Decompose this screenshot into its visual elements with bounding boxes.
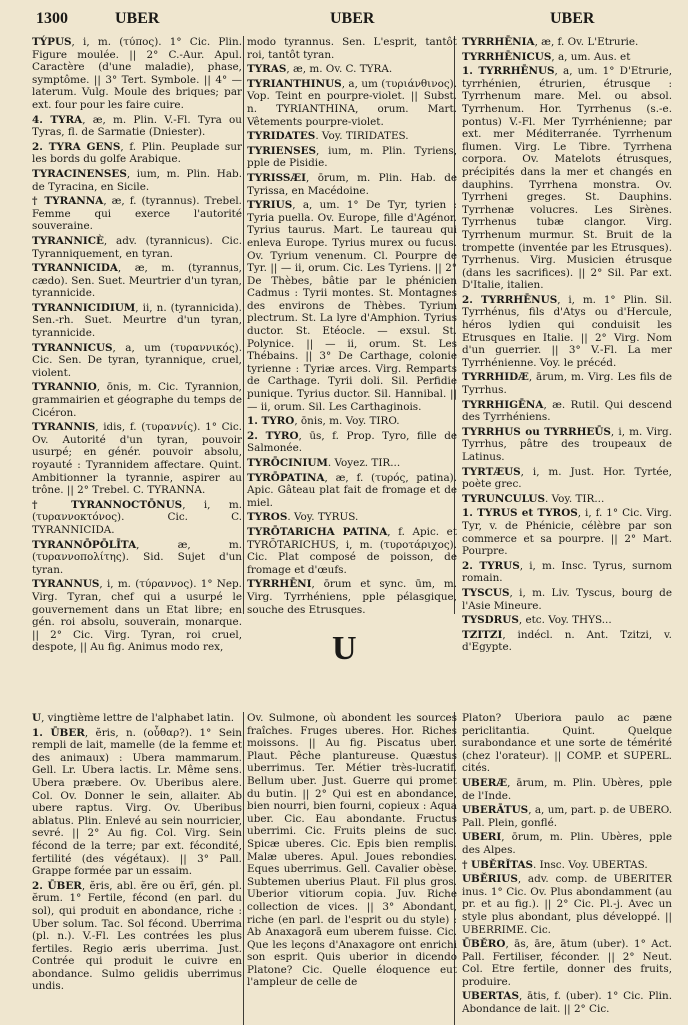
dictionary-entry <box>462 777 672 802</box>
dictionary-entry <box>32 141 242 166</box>
dictionary-entry <box>247 511 457 524</box>
entry-definition: , etc. Voy. THYS... <box>518 614 612 627</box>
entry-headword: TYRIENSES <box>247 144 316 157</box>
entry-headword: TYRUNCULUS <box>462 492 545 505</box>
dictionary-entry <box>32 381 242 419</box>
entry-definition: , a, um. 1° D'Etrurie, tyrrhénien, étrurien, étrusque : Tyrrhenum mare. Mel. ou absol. Tyrrhenum. Hor. Tyrrhenus (s.-e. pontus) V.-Fl. Mer Tyrrhénienne; par ext. mer Méditerranée. Tyrrhenum flumen. Virg. Le Tibre. Tyrrhena corpora. Ov. Matelots étrusques, précipités dans la mer et changés en dauphins. Tyrrhena monstra. Ov. Tyrrheni greges. St. Dauphins. Tyrrhenæ volucres. Les Sirènes. Tyrrhenus tubæ clangor. Virg. Tyrrhenum murmur. St. Bruit de la trompette (inventée par les Etrusques). Tyrrhenus. Virg. Musicien étrusque (dans les sacrifices). || 2° Sil. Par ext. D'Italie, italien. <box>462 65 672 292</box>
entry-definition: , ūs, f. Prop. Tyro, fille de Salmonée. <box>247 429 457 455</box>
running-headword-left: UBER <box>115 10 160 27</box>
entry-headword: U <box>32 712 42 724</box>
entry-definition: , æ. Rutil. Qui descend des Tyrrhéniens. <box>462 398 672 424</box>
bottom-section <box>32 712 672 1025</box>
dictionary-entry <box>32 235 242 260</box>
dictionary-entry <box>462 493 672 506</box>
entry-definition: , f. Plin. Peuplade sur les bords du golfe Arabique. <box>32 140 242 166</box>
entry-headword: 1. ŪBER <box>32 726 85 739</box>
entry-headword: † TYRANNA <box>32 195 104 208</box>
entry-headword: 1. TYRUS et TYROS <box>462 507 578 520</box>
entry-headword: TYRAS <box>247 63 287 76</box>
entry-definition: , æ, f. (τυρός, patina). Apic. Gâteau plat fait de fromage et de miel. <box>247 471 457 509</box>
dictionary-entry <box>32 114 242 139</box>
entry-definition: , idis, f. (τυραννίς). 1° Cic. Ov. Autorité d'un tyran, pouvoir usurpé; en génér. pouvoir absolu, royauté : Tyrannidem affectare. Quint. Ambitionner la tyrannie, aspirer au trône. || 2° Trebel. C. TYRANNA. <box>32 421 242 497</box>
entry-headword: TYRANNICIDA <box>32 262 118 275</box>
entry-definition: , adv. comp. de UBERITER inus. 1° Cic. Ov. Plus abondamment (au pr. et au fig.). || 2° Cic. Pl.-j. Avec un style plus abondant, plus développé. || UBERRIME. Cic. <box>462 873 672 936</box>
dictionary-entry <box>247 130 457 143</box>
entry-definition: , a, um. Aus. et <box>551 50 631 63</box>
entry-definition: , æ, m. (τυραννοπολίτης). Sid. Sujet d'un tyran. <box>32 538 242 576</box>
entry-headword: TYRRHIDÆ <box>462 371 529 384</box>
entry-definition: , i, m. (τυραννοκτόνος). Cic. C. TYRANNICIDA. <box>32 498 242 536</box>
entry-headword: UBERTAS <box>462 990 519 1003</box>
entry-definition: , ōnis, m. Cic. Tyrannion, grammairien et géographe du temps de Cicéron. <box>32 381 242 419</box>
entry-definition: Platon? Uberiora paulo ac pæne periclitantia. Quint. Quelque surabondance et une sorte de témérité (chez l'orateur). || COMP. et SUPERL. cités. <box>462 712 672 775</box>
dictionary-entry <box>247 172 457 197</box>
entry-headword: 4. TYRA <box>32 113 83 126</box>
entry-headword: TYRŌPATINA <box>247 471 325 484</box>
dictionary-entry <box>462 466 672 491</box>
entry-headword: UBERI <box>462 831 502 844</box>
entry-definition: , vingtième lettre de l'alphabet latin. <box>41 712 235 724</box>
entry-headword: 1. TYRO <box>247 415 295 428</box>
entry-headword: UBERÆ <box>462 776 508 789</box>
dictionary-entry <box>462 587 672 612</box>
entry-headword: TYRRHIGĒNA <box>462 398 544 411</box>
entry-definition: . Voy. TIR... <box>544 492 605 505</box>
dictionary-entry <box>462 990 672 1015</box>
page-number: 1300 <box>36 10 68 27</box>
entry-headword: 1. TYRRHĒNUS <box>462 65 555 78</box>
dictionary-entry <box>247 78 457 128</box>
entry-definition: Ov. Sulmone, où abondent les sources fraîches. Fruges uberes. Hor. Riches moissons. || Au fig. Piscatus uber. Plaut. Pêche plantureuse. Quæstus uberrimus. Ter. Métier très-lucratif. Bellum uber. Just. Guerre qui promet du butin. || 2° Qui est en abondance, bien nourri, bien fourni, copieux : Aqua uber. Cic. Eau abondante. Fructus uberrimi. Cic. Fruits pleins de suc. Spicæ uberes. Cic. Epis bien remplis. Malæ uberes. Apul. Joues rebondies. Eques uberrimus. Gell. Cavalier obèse. Subtemen uberius Plaut. Fil plus gros. Uberior vitiorum copia. Juv. Riche collection de vices. || 3° Abondant, riche (en parl. de l'esprit ou du style) : Ab Anaxagorā eum uberem fuisse. Cic. Que les leçons d'Anaxagore ont enrichi son esprit. Quis uberior in dicendo Platone? Cic. Quelle éloquence eut l'ampleur de celle de <box>247 712 457 989</box>
dictionary-entry <box>462 294 672 370</box>
dictionary-entry <box>462 804 672 829</box>
entry-headword: 2. ŪBER <box>32 879 82 892</box>
entry-definition: , ārum, m. Plin. Ubères, pple de l'Inde. <box>462 776 672 802</box>
entry-headword: TYRANNICIDIUM <box>32 301 136 314</box>
entry-headword: 2. TYRRHĒNUS <box>462 293 558 306</box>
dictionary-entry <box>462 859 672 872</box>
dictionary-entry <box>32 262 242 300</box>
dictionary-entry <box>462 614 672 627</box>
entry-definition: , ium, m. Plin. Hab. de Tyracina, en Sicile. <box>32 167 242 193</box>
dictionary-entry <box>462 560 672 585</box>
entry-headword: TZITZI <box>462 628 503 641</box>
bottom-column-1 <box>32 712 242 995</box>
entry-definition: , a, um, part. p. de UBERO. Pall. Plein, gonflé. <box>462 804 672 829</box>
entry-headword: TYRACINENSES <box>32 167 127 180</box>
entry-definition: , ōrum et sync. ūm, m. Virg. Tyrrhéniens, pple pélasgique, souche des Etrusques. <box>247 578 457 616</box>
entry-headword: TYRŌTARICHA PATINA <box>247 525 388 538</box>
dictionary-entry <box>247 199 457 413</box>
dictionary-entry <box>247 526 457 576</box>
entry-headword: TYRIDATES <box>247 130 316 143</box>
entry-definition: , æ, f. Ov. L'Etrurie. <box>534 36 639 48</box>
entry-definition: . Insc. Voy. UBERTAS. <box>533 858 648 871</box>
entry-headword: † TYRANNOCTŌNUS <box>32 498 183 511</box>
entry-headword: TYRRHĒNIA <box>462 36 535 48</box>
entry-headword: TYRANNICÈ <box>32 234 104 247</box>
entry-definition: , i, m. Just. Hor. Tyrtée, poète grec. <box>462 465 672 491</box>
entry-definition: . Voyez. TIR... <box>327 457 401 469</box>
dictionary-entry <box>247 578 457 616</box>
dictionary-entry <box>462 426 672 464</box>
dictionary-entry <box>32 36 242 112</box>
entry-headword: TYSDRUS <box>462 614 519 627</box>
entry-headword: TYRIANTHINUS <box>247 77 342 90</box>
entry-headword: TÝPUS <box>32 36 72 48</box>
dictionary-entry <box>462 712 672 775</box>
entry-definition: , ĕris, abl. ĕre ou ĕrī, gén. pl. ĕrum. 1° Fertile, fécond (en parl. du sol), qui produit en abondance, riche : Uber solum. Tac. Sol fécond. Uberrima (pl. n.). V.-Fl. Les contrées les plus fertiles. Regio æris uberrima. Just. Contrée qui produit le cuivre en abondance. Sulmo gelidis uberrimus undis. <box>32 879 242 993</box>
bottom-column-3 <box>462 712 672 1018</box>
entry-headword: TYRRHĒNI <box>247 578 312 591</box>
dictionary-entry <box>247 457 457 470</box>
dictionary-entry <box>462 371 672 396</box>
dictionary-entry <box>462 873 672 936</box>
entry-headword: TYSCUS <box>462 586 510 599</box>
dictionary-entry <box>462 629 672 654</box>
entry-headword: TYRIUS <box>247 199 293 212</box>
entry-headword: 2. TYRO <box>247 429 299 442</box>
dictionary-entry <box>32 578 242 654</box>
dictionary-entry <box>32 168 242 193</box>
dictionary-entry <box>462 831 672 856</box>
entry-definition: , ās, āre, ātum (uber). 1° Act. Pall. Fertiliser, féconder. || 2° Neut. Col. Etre fertile, donner des fruits, produire. <box>462 938 672 988</box>
top-column-3 <box>462 36 672 656</box>
dictionary-entry <box>247 472 457 510</box>
entry-definition: , ĕris, n. (οὖθαρ?). 1° Sein rempli de lait, mamelle (de la femme et des animaux) : Ubera mammarum. Gell. Lr. Ubera lactis. Lr. Même sens. Ubera præbere. Ov. Uberibus alere. Col. Ov. Donner le sein, allaiter. Ab ubere raptus. Virg. Ov. Uberibus ablatus. Plin. Enlevé au sein nourricier, sevré. || 2° Au fig. Col. Virg. Sein fécond de la terre; par ext. fécondité, fertilité (des végétaux). || 3° Pall. Grappe formée par un essaim. <box>32 726 242 878</box>
dictionary-entry <box>462 507 672 557</box>
entry-definition: , ium, m. Plin. Tyriens, pple de Pisidie. <box>247 144 457 170</box>
entry-definition: modo tyrannus. Sen. L'esprit, tantôt roi, tantôt tyran. <box>247 36 457 61</box>
running-headword-right: UBER <box>550 10 595 27</box>
entry-definition: , æ, m. Plin. V.-Fl. Tyra ou Tyras, fl. de Sarmatie (Dniester). <box>32 113 242 139</box>
entry-headword: TYRANNIO <box>32 381 97 394</box>
entry-headword: TYRRHUS ou TYRRHEŪS <box>462 425 611 438</box>
entry-headword: † UBĔRĬTAS <box>462 858 534 871</box>
dictionary-entry <box>32 302 242 340</box>
section-letter: U <box>332 630 357 667</box>
dictionary-entry <box>32 499 242 537</box>
entry-definition: , a, um. 1° De Tyr, tyrien : Tyria puella. Ov. Europe, fille d'Agénor. Tyrius taurus. Mart. Le taureau qui enleva Europe. Tyrius murex ou fucus. Ov. Tyrium venenum. Cl. Pourpre de Tyr. || — ii, orum. Cic. Les Tyriens. || 2° De Thèbes, bâtie par le phénicien Cadmus : Tyrii montes. St. Montagnes des environs de Thèbes. Tyrium plectrum. St. La lyre d'Amphion. Tyrius ductor. St. Etéocle. — exsul. St. Polynice. || — ii, orum. St. Les Thébains. || 3° De Carthage, colonie tyrienne : Tyriæ arces. Virg. Remparts de Carthage. Tyrii doli. Sil. Perfidie punique. Tyrius ductor. Sil. Hannibal. || — ii, orum. Sil. Les Carthaginois. <box>247 199 457 413</box>
dictionary-entry <box>32 880 242 993</box>
dictionary-entry <box>32 727 242 878</box>
entry-definition: , i, m. Liv. Tyscus, bourg de l'Asie Mineure. <box>462 586 672 612</box>
dictionary-entry <box>32 195 242 233</box>
running-headword-center: UBER <box>330 10 375 27</box>
entry-headword: TYRTÆUS <box>462 465 521 478</box>
dictionary-entry <box>32 712 242 725</box>
entry-definition: , a, um (τυριάνθινος). Vop. Teint en pourpre-violet. || Subst. n. TYRIANTHINA, orum. Mart. Vêtements pourpre-violet. <box>247 77 457 128</box>
page-header <box>0 10 688 30</box>
entry-definition: , i, m. Virg. Tyrrhus, pâtre des troupeaux de Latinus. <box>462 425 672 463</box>
dictionary-entry <box>247 712 457 989</box>
entry-headword: TYRISSÆI <box>247 171 307 184</box>
bottom-column-2 <box>247 712 457 991</box>
entry-headword: UBĔRIUS <box>462 873 518 886</box>
dictionary-entry <box>247 63 457 76</box>
entry-definition: , a, um (τυραννικός). Cic. Sen. De tyran, tyrannique, cruel, violent. <box>32 341 242 379</box>
entry-definition: , i, m. (τύπος). 1° Cic. Plin. Figure moulée. || 2° C.-Aur. Apul. Caractère (d'une maladie), phase, symptôme. || 3° Tert. Symbole. || 4° — laterum. Vulg. Moule des briques; par ext. four pour les faire cuire. <box>32 36 242 111</box>
entry-definition: , ii, n. (tyrannicida). Sen.-rh. Suet. Meurtre d'un tyran, tyrannicide. <box>32 301 242 340</box>
entry-headword: 2. TYRUS <box>462 559 520 572</box>
entry-headword: 2. TYRA GENS <box>32 140 121 153</box>
entry-headword: TYRANNIS <box>32 421 96 434</box>
entry-definition: , f. Apic. et TYRŌTARICHUS, i, m. (τυροτάριχος). Cic. Plat composé de poisson, de fromage et d'œufs. <box>247 525 457 576</box>
entry-headword: TYRANNŌPŌLĪTA <box>32 538 137 551</box>
entry-definition: , ātis, f. (uber). 1° Cic. Plin. Abondance de lait. || 2° Cic. <box>462 990 672 1016</box>
dictionary-entry <box>462 938 672 988</box>
entry-definition: , adv. (tyrannicus). Cic. Tyranniquement, en tyran. <box>32 234 242 260</box>
dictionary-entry <box>247 430 457 455</box>
entry-headword: ŪBĔRO <box>462 938 506 951</box>
entry-definition: , i, m. Insc. Tyrus, surnom romain. <box>462 559 672 585</box>
dictionary-entry <box>247 36 457 61</box>
entry-definition: , æ, f. (tyrannus). Trebel. Femme qui exerce l'autorité souveraine. <box>32 195 242 233</box>
dictionary-entry <box>462 399 672 424</box>
entry-headword: TYRRHĒNICUS <box>462 50 552 63</box>
entry-headword: TYRANNICUS <box>32 341 113 354</box>
entry-headword: TYROS <box>247 511 288 524</box>
dictionary-entry <box>247 145 457 170</box>
dictionary-entry <box>32 342 242 380</box>
entry-definition: , i, f. 1° Cic. Virg. Tyr, v. de Phénicie, célèbre par son commerce et sa pourpre. || 2° Mart. Pourpre. <box>462 507 672 558</box>
entry-definition: . Voy. TYRUS. <box>287 511 359 524</box>
entry-definition: , ōrum, m. Plin. Hab. de Tyrissa, en Macédoine. <box>247 171 457 197</box>
entry-definition: , æ, m. (tyrannus, cædo). Sen. Suet. Meurtrier d'un tyran, tyrannicide. <box>32 262 242 300</box>
dictionary-entry <box>462 36 672 49</box>
entry-definition: , ārum, m. Virg. Les fils de Tyrrhus. <box>462 371 672 397</box>
top-column-2 <box>247 36 457 618</box>
entry-definition: , indécl. n. Ant. Tzitzi, v. d'Egypte. <box>462 628 672 654</box>
entry-definition: , i, m. (τύραννος). 1° Nep. Virg. Tyran, chef qui a usurpé le gouvernement dans un Etat libre; en gén. roi absolu, souverain, monarque. || 2° Cic. Virg. Tyran, roi cruel, despote, || Au fig. Animus modo rex, <box>32 578 242 654</box>
entry-headword: TYRANNUS <box>32 578 100 591</box>
dictionary-entry <box>462 65 672 292</box>
entry-definition: , æ, m. Ov. C. TYRA. <box>286 63 393 76</box>
entry-definition: , ōnis, m. Voy. TIRO. <box>294 415 400 428</box>
entry-headword: TYRŌCINIUM <box>247 457 328 469</box>
entry-definition: , i, m. 1° Plin. Sil. Tyrrhénus, fils d'Atys ou d'Hercule, héros lydien qui conduisit les Etrusques en Italie. || 2° Virg. Nom d'un guerrier. || 3° V.-Fl. La mer Tyrrhénienne. Voy. le précéd. <box>462 293 672 369</box>
dictionary-entry <box>247 415 457 428</box>
entry-definition: . Voy. TIRIDATES. <box>315 130 409 143</box>
dictionary-entry <box>32 421 242 497</box>
entry-headword: UBERĀTUS <box>462 804 529 817</box>
top-column-1 <box>32 36 242 656</box>
dictionary-entry <box>32 539 242 577</box>
entry-definition: , ōrum, m. Plin. Ubères, pple des Alpes. <box>462 831 672 856</box>
dictionary-entry <box>462 51 672 64</box>
